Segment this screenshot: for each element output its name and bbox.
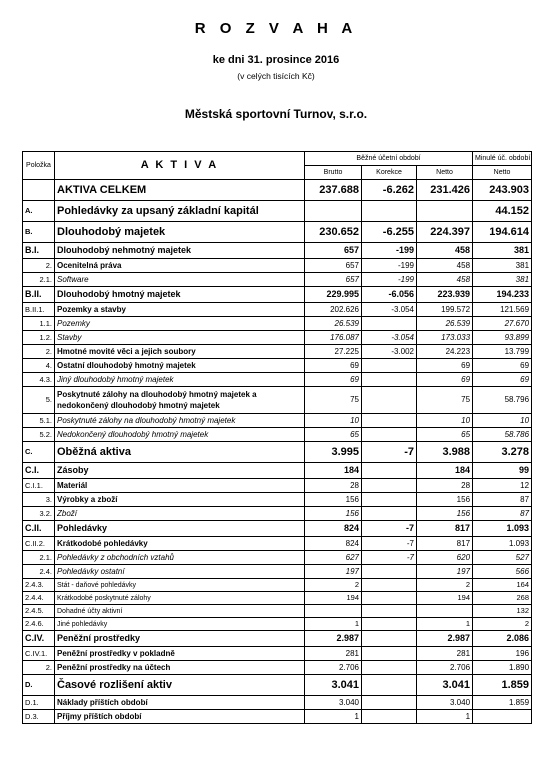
row-label: Krátkodobé pohledávky [55,537,305,551]
row-netto-previous: 1.859 [473,696,532,710]
row-brutto: 657 [305,273,362,287]
row-netto: 69 [417,359,473,373]
row-brutto: 1 [305,710,362,724]
table-row [23,201,532,222]
row-code: 2.4.4. [23,592,55,605]
table-row [23,303,532,317]
row-korekce [362,507,417,521]
row-code: C.I.1. [23,479,55,493]
row-netto-previous: 194.614 [473,222,532,243]
table-row [23,579,532,592]
row-netto: 458 [417,243,473,259]
row-code: A. [23,201,55,222]
row-netto: 173.033 [417,331,473,345]
row-netto: 65 [417,428,473,442]
row-korekce: -7 [362,537,417,551]
row-label: Zásoby [55,463,305,479]
row-label: Software [55,273,305,287]
row-code: 5. [23,387,55,414]
row-korekce [362,647,417,661]
row-code: D.1. [23,696,55,710]
row-netto: 3.040 [417,696,473,710]
row-code: 2. [23,259,55,273]
row-netto: 1 [417,710,473,724]
row-netto: 199.572 [417,303,473,317]
row-korekce [362,201,417,222]
row-label: Nedokončený dlouhodobý hmotný majetek [55,428,305,442]
row-netto-previous: 243.903 [473,180,532,201]
row-brutto: 28 [305,479,362,493]
row-netto-previous: 1.859 [473,675,532,696]
row-netto: 28 [417,479,473,493]
row-korekce: -6.056 [362,287,417,303]
row-netto: 817 [417,521,473,537]
row-code: 2.1. [23,273,55,287]
row-netto: 10 [417,414,473,428]
row-brutto: 3.041 [305,675,362,696]
row-netto-previous: 27.670 [473,317,532,331]
row-netto: 223.939 [417,287,473,303]
row-korekce: -199 [362,273,417,287]
table-row [23,661,532,675]
row-brutto: 824 [305,537,362,551]
row-netto-previous: 381 [473,243,532,259]
row-korekce [362,414,417,428]
row-code: C. [23,442,55,463]
row-netto: 458 [417,273,473,287]
row-brutto: 657 [305,243,362,259]
row-brutto: 69 [305,359,362,373]
header-aktiva: A K T I V A [55,152,305,180]
row-korekce [362,592,417,605]
row-netto-previous: 13.799 [473,345,532,359]
row-label: Oběžná aktiva [55,442,305,463]
row-netto: 3.041 [417,675,473,696]
row-label: Stát - daňové pohledávky [55,579,305,592]
table-row [23,618,532,631]
table-row [23,710,532,724]
table-row [23,243,532,259]
row-code: 4. [23,359,55,373]
row-korekce [362,579,417,592]
row-netto: 1 [417,618,473,631]
row-code: C.IV.1. [23,647,55,661]
row-brutto: 202.626 [305,303,362,317]
row-brutto: 10 [305,414,362,428]
row-brutto: 281 [305,647,362,661]
row-brutto: 2.987 [305,631,362,647]
table-row [23,696,532,710]
row-code: D.3. [23,710,55,724]
row-code: D. [23,675,55,696]
row-label: Peněžní prostředky [55,631,305,647]
row-netto-previous: 268 [473,592,532,605]
row-netto: 156 [417,493,473,507]
row-korekce: -199 [362,243,417,259]
row-label: Pozemky a stavby [55,303,305,317]
row-label: Krátkodobé poskytnuté zálohy [55,592,305,605]
row-netto-previous: 381 [473,273,532,287]
row-label: Jiný dlouhodobý hmotný majetek [55,373,305,387]
row-label: Příjmy příštích období [55,710,305,724]
row-korekce [362,710,417,724]
report-date: ke dni 31. prosince 2016 [212,54,340,66]
row-netto-previous: 3.278 [473,442,532,463]
row-netto-previous: 1.093 [473,521,532,537]
row-korekce: -6.262 [362,180,417,201]
row-brutto: 26.539 [305,317,362,331]
row-netto-previous: 164 [473,579,532,592]
row-netto-previous: 58.796 [473,387,532,414]
table-row [23,180,532,201]
row-code: 1.1. [23,317,55,331]
row-netto-previous: 99 [473,463,532,479]
table-row [23,331,532,345]
row-label: Peněžní prostředky v pokladně [55,647,305,661]
row-brutto: 230.652 [305,222,362,243]
table-row [23,359,532,373]
row-label: Stavby [55,331,305,345]
row-code: 3. [23,493,55,507]
row-netto-previous: 10 [473,414,532,428]
row-korekce: -7 [362,442,417,463]
row-netto-previous: 196 [473,647,532,661]
row-netto: 458 [417,259,473,273]
row-label: Peněžní prostředky na účtech [55,661,305,675]
row-korekce [362,387,417,414]
row-brutto: 75 [305,387,362,414]
row-netto [417,201,473,222]
row-code [23,180,55,201]
row-brutto: 65 [305,428,362,442]
row-korekce [362,565,417,579]
row-netto: 24.223 [417,345,473,359]
row-korekce [362,317,417,331]
table-row [23,373,532,387]
row-netto-previous: 194.233 [473,287,532,303]
row-label: Výrobky a zboží [55,493,305,507]
row-netto: 2.706 [417,661,473,675]
row-brutto: 69 [305,373,362,387]
row-korekce: -3.054 [362,303,417,317]
row-code: 3.2. [23,507,55,521]
row-netto: 197 [417,565,473,579]
row-netto: 281 [417,647,473,661]
row-brutto: 1 [305,618,362,631]
row-label: Dlouhodobý hmotný majetek [55,287,305,303]
row-label: Časové rozlišení aktiv [55,675,305,696]
row-brutto [305,605,362,618]
row-brutto: 237.688 [305,180,362,201]
row-korekce: -3.002 [362,345,417,359]
row-netto-previous [473,710,532,724]
table-row [23,507,532,521]
balance-sheet-table [22,151,532,724]
row-code: B. [23,222,55,243]
table-row [23,647,532,661]
row-label: Ocenitelná práva [55,259,305,273]
row-brutto: 156 [305,507,362,521]
row-korekce [362,631,417,647]
row-code: 5.1. [23,414,55,428]
row-korekce [362,605,417,618]
table-row [23,592,532,605]
row-netto: 75 [417,387,473,414]
row-code: C.II.2. [23,537,55,551]
row-brutto: 197 [305,565,362,579]
table-row [23,565,532,579]
row-netto: 156 [417,507,473,521]
row-label: Náklady příštích období [55,696,305,710]
row-brutto: 3.040 [305,696,362,710]
row-label: Poskytnuté zálohy na dlouhodobý hmotný majetek [55,414,305,428]
row-brutto: 176.087 [305,331,362,345]
report-units: (v celých tisících Kč) [237,71,315,81]
row-netto: 3.988 [417,442,473,463]
row-brutto [305,201,362,222]
row-label: Jiné pohledávky [55,618,305,631]
report-title: R O Z V A H A [194,20,358,37]
row-code: 4.3. [23,373,55,387]
row-netto-previous: 87 [473,507,532,521]
row-label: Dohadné účty aktivní [55,605,305,618]
table-body [23,180,532,724]
row-code: 5.2. [23,428,55,442]
row-netto-previous: 566 [473,565,532,579]
row-korekce [362,618,417,631]
table-row [23,222,532,243]
row-code: B.II. [23,287,55,303]
table-row [23,345,532,359]
row-korekce [362,675,417,696]
row-label: Pohledávky [55,521,305,537]
row-korekce: -199 [362,259,417,273]
row-label: Dlouhodobý majetek [55,222,305,243]
row-netto: 194 [417,592,473,605]
row-korekce: -7 [362,521,417,537]
row-label: Pozemky [55,317,305,331]
table-row [23,537,532,551]
header-korekce: Korekce [362,166,417,180]
table-row [23,442,532,463]
row-brutto: 2 [305,579,362,592]
table-row [23,493,532,507]
row-brutto: 229.995 [305,287,362,303]
row-korekce [362,359,417,373]
row-brutto: 194 [305,592,362,605]
header-brutto: Brutto [305,166,362,180]
row-netto-previous: 69 [473,373,532,387]
row-label: AKTIVA CELKEM [55,180,305,201]
row-netto-previous: 2 [473,618,532,631]
row-korekce [362,479,417,493]
row-brutto: 27.225 [305,345,362,359]
row-korekce: -6.255 [362,222,417,243]
table-row [23,479,532,493]
row-netto: 2.987 [417,631,473,647]
table-row [23,551,532,565]
row-code: B.I. [23,243,55,259]
row-korekce [362,696,417,710]
row-brutto: 627 [305,551,362,565]
table-row [23,414,532,428]
row-korekce: -7 [362,551,417,565]
row-korekce: -3.054 [362,331,417,345]
row-brutto: 156 [305,493,362,507]
row-netto [417,605,473,618]
row-label: Hmotné movité věci a jejich soubory [55,345,305,359]
row-label: Dlouhodobý nehmotný majetek [55,243,305,259]
row-code: 1.2. [23,331,55,345]
row-netto-previous: 58.786 [473,428,532,442]
row-netto: 2 [417,579,473,592]
row-code: C.I. [23,463,55,479]
row-label: Poskytnuté zálohy na dlouhodobý hmotný majetek a nedokončený dlouhodobý hmotný majetek [55,387,305,414]
header-previous-period: Minulé úč. období [473,152,532,166]
row-netto: 224.397 [417,222,473,243]
row-brutto: 3.995 [305,442,362,463]
row-korekce [362,661,417,675]
table-row [23,287,532,303]
row-code: C.IV. [23,631,55,647]
row-label: Materiál [55,479,305,493]
table-row [23,317,532,331]
row-code: 2. [23,661,55,675]
row-label: Ostatní dlouhodobý hmotný majetek [55,359,305,373]
row-netto: 231.426 [417,180,473,201]
row-netto: 26.539 [417,317,473,331]
header-netto-previous: Netto [473,166,532,180]
table-row [23,259,532,273]
row-netto-previous: 93.899 [473,331,532,345]
row-label: Zboží [55,507,305,521]
row-brutto: 657 [305,259,362,273]
company-name: Městská sportovní Turnov, s.r.o. [184,107,368,121]
table-row [23,605,532,618]
row-korekce [362,463,417,479]
table-row [23,273,532,287]
table-row [23,675,532,696]
header-current-period: Běžné účetní období [305,152,473,166]
row-netto-previous: 87 [473,493,532,507]
table-row [23,631,532,647]
table-row [23,428,532,442]
row-netto-previous: 2.086 [473,631,532,647]
row-netto-previous: 132 [473,605,532,618]
row-code: B.II.1. [23,303,55,317]
row-code: 2. [23,345,55,359]
row-code: 2.4.3. [23,579,55,592]
row-netto-previous: 121.569 [473,303,532,317]
row-code: 2.1. [23,551,55,565]
row-netto-previous: 44.152 [473,201,532,222]
row-brutto: 824 [305,521,362,537]
table-row [23,387,532,414]
row-brutto: 184 [305,463,362,479]
row-label: Pohledávky ostatní [55,565,305,579]
row-korekce [362,493,417,507]
row-label: Pohledávky za upsaný základní kapitál [55,201,305,222]
header-polozka: Položka [23,152,55,180]
row-netto-previous: 12 [473,479,532,493]
row-netto-previous: 527 [473,551,532,565]
row-code: C.II. [23,521,55,537]
row-korekce [362,428,417,442]
row-netto: 69 [417,373,473,387]
row-korekce [362,373,417,387]
row-code: 2.4.5. [23,605,55,618]
row-netto: 620 [417,551,473,565]
row-netto-previous: 1.890 [473,661,532,675]
row-brutto: 2.706 [305,661,362,675]
row-netto-previous: 381 [473,259,532,273]
table-row [23,463,532,479]
row-code: 2.4.6. [23,618,55,631]
header-netto: Netto [417,166,473,180]
row-netto: 817 [417,537,473,551]
row-netto: 184 [417,463,473,479]
row-code: 2.4. [23,565,55,579]
row-netto-previous: 69 [473,359,532,373]
table-row [23,521,532,537]
row-netto-previous: 1.093 [473,537,532,551]
row-label: Pohledávky z obchodních vztahů [55,551,305,565]
